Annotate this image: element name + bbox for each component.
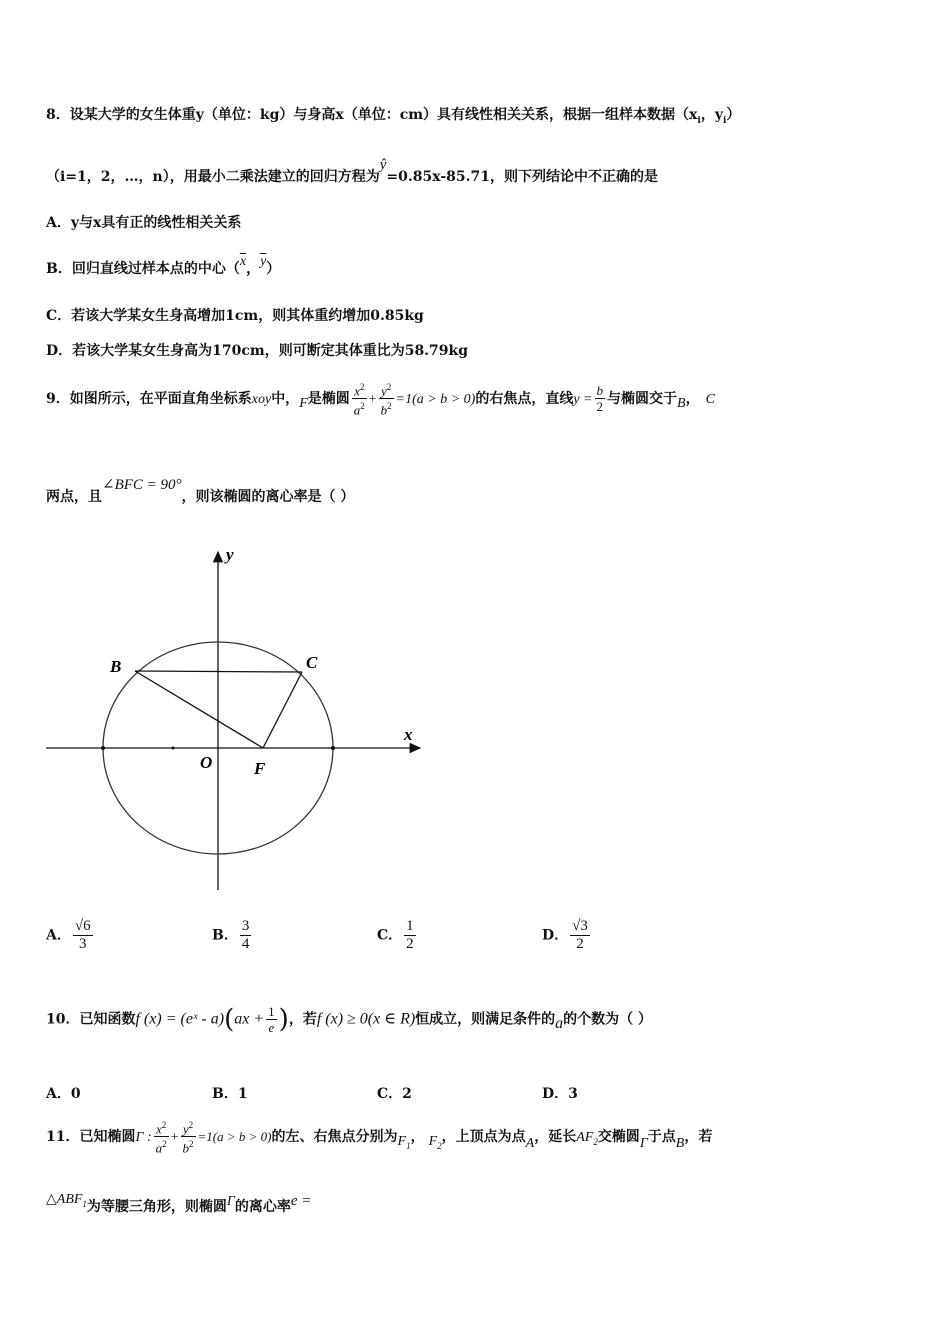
q9-stem-line2: 两点，且∠BFC = 90°，则该椭圆的离心率是（ ） bbox=[46, 477, 355, 505]
q8-stem-line1: 8．设某大学的女生体重y（单位：kg）与身高x（单位：cm）具有线性相关关系，根据一组样本数据（$x_i$，$y_i$） bbox=[46, 107, 741, 126]
q8-stem-line2: （i=1，2，…，n），用最小二乘法建立的回归方程为ŷ=0.85x-85.71，则下列结论中不正确的是 bbox=[46, 157, 658, 185]
q11-stem-line2: $\triangle ABF_1$为等腰三角形，则椭圆Γ的离心率e = bbox=[46, 1192, 312, 1215]
q10-stem: 10．已知函数f (x) = (eˣ - a)(ax + $\frac{1}{e}$ )，若f (x) ≥ 0(x ∈ R)恒成立，则满足条件的a的个数为（ ） bbox=[46, 1004, 653, 1035]
q8-option-c: C．若该大学某女生身高增加1cm，则其体重约增加0.85kg bbox=[46, 308, 424, 324]
origin-label: O bbox=[200, 753, 213, 772]
q10-option-b: B．1 bbox=[212, 1086, 248, 1102]
segment-bf bbox=[135, 671, 263, 748]
q10-option-d: D．3 bbox=[542, 1086, 578, 1102]
ellipse-figure bbox=[40, 540, 430, 900]
q9-ellipse-y-term: $\frac{y^2}{b^2}$ bbox=[380, 382, 392, 418]
left-vertex-dot bbox=[101, 746, 105, 750]
y-axis-label: y bbox=[226, 545, 234, 564]
q9-line-fraction: $\frac{b}{2}$ bbox=[596, 383, 603, 415]
q10-option-a: A．0 bbox=[46, 1086, 81, 1102]
segment-bc bbox=[135, 671, 302, 672]
point-f-label: F bbox=[254, 759, 266, 778]
q9-option-d: D． $\frac{√3}{2}$ bbox=[542, 918, 588, 952]
point-b-label: B bbox=[110, 657, 122, 676]
q8-option-a: A．y与x具有正的线性相关关系 bbox=[46, 215, 242, 231]
x-axis-label: x bbox=[404, 725, 413, 744]
point-c-label: C bbox=[306, 653, 318, 672]
q8-option-d: D．若该大学某女生身高为170cm，则可断定其体重比为58.79kg bbox=[46, 343, 469, 359]
right-vertex-dot bbox=[331, 746, 335, 750]
q11-stem-line1: 11．已知椭圆Γ : $\frac{x^2}{a^2}$ + $\frac{y^2}{b^2}$ =1(a > b > 0)的左、右焦点分别为$F_1$， $F_2$，上顶点为点A，延长$AF_2$交椭圆Γ于点B，若 bbox=[46, 1120, 713, 1156]
q9-ellipse-x-term: $\frac{x^2}{a^2}$ bbox=[353, 382, 365, 418]
q10-option-c: C．2 bbox=[377, 1086, 412, 1102]
q9-option-c: C． $\frac{1}{2}$ bbox=[377, 918, 414, 952]
left-focus-dot bbox=[172, 747, 175, 750]
q9-stem-line1: 9．如图所示，在平面直角坐标系xoy中，F是椭圆 $\frac{x^2}{a^2}$ + $\frac{y^2}{b^2}$ =1(a > b > 0)的右焦点，直线y = $\frac{b}{2}$ 与椭圆交于B， C bbox=[46, 382, 715, 418]
q8-option-b: B．回归直线过样本点的中心（$\overline{x}$，$\overline{y}$） bbox=[46, 254, 281, 277]
segment-cf bbox=[263, 672, 302, 748]
q9-option-b: B． $\frac{3}{4}$ bbox=[212, 918, 250, 952]
q9-option-a: A． $\frac{√6}{3}$ bbox=[46, 918, 91, 952]
